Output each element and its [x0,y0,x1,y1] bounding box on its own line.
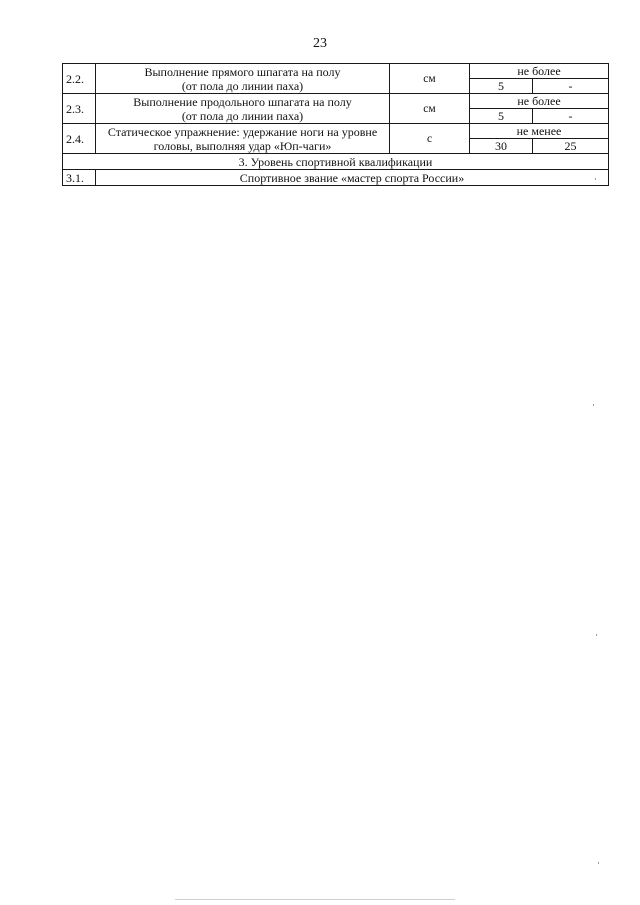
table-row [63,94,609,109]
norm-value-right: 25 [533,139,609,154]
qualification-text: Спортивное звание «мастер спорта России» [96,170,609,186]
exercise-name [96,124,390,154]
row-number: 2.2. [63,64,96,94]
norm-value-left: 30 [470,139,533,154]
unit-cell: см [390,64,470,94]
unit-cell: см [390,94,470,124]
scan-speck [596,634,597,636]
exercise-line: Выполнение продольного шпагата на полу [133,94,352,109]
exercise-name [96,94,390,124]
exercise-line: Статическое упражнение: удержание ноги на уровне [107,124,378,139]
norm-value-left: 5 [470,109,533,124]
exercise-line: Выполнение прямого шпагата на полу [144,64,341,79]
section-heading: 3. Уровень спортивной квалификации [63,154,609,170]
row-number: 2.3. [63,94,96,124]
norm-value-right: - [533,109,609,124]
page-number: 23 [313,36,327,51]
scan-speck [593,404,594,406]
exercise-line: (от пола до линии паха) [181,78,304,93]
table-row [63,154,609,170]
unit-cell: с [390,124,470,154]
exercise-line: головы, выполняя удар «Юп-чаги» [153,138,332,153]
table-row [63,64,609,79]
scan-speck [595,178,596,180]
norm-label: не более [470,64,609,79]
norm-value-right: - [533,79,609,94]
row-number: 2.4. [63,124,96,154]
row-number: 3.1. [63,170,96,186]
exercise-line: (от пола до линии паха) [181,108,304,123]
norm-label: не менее [470,124,609,139]
table-row [63,124,609,139]
scan-speck [598,862,599,864]
exercise-name [96,64,390,94]
norm-label: не более [470,94,609,109]
norms-table [62,63,609,186]
table-row [63,170,609,186]
scan-edge-line [175,899,455,900]
norm-value-left: 5 [470,79,533,94]
